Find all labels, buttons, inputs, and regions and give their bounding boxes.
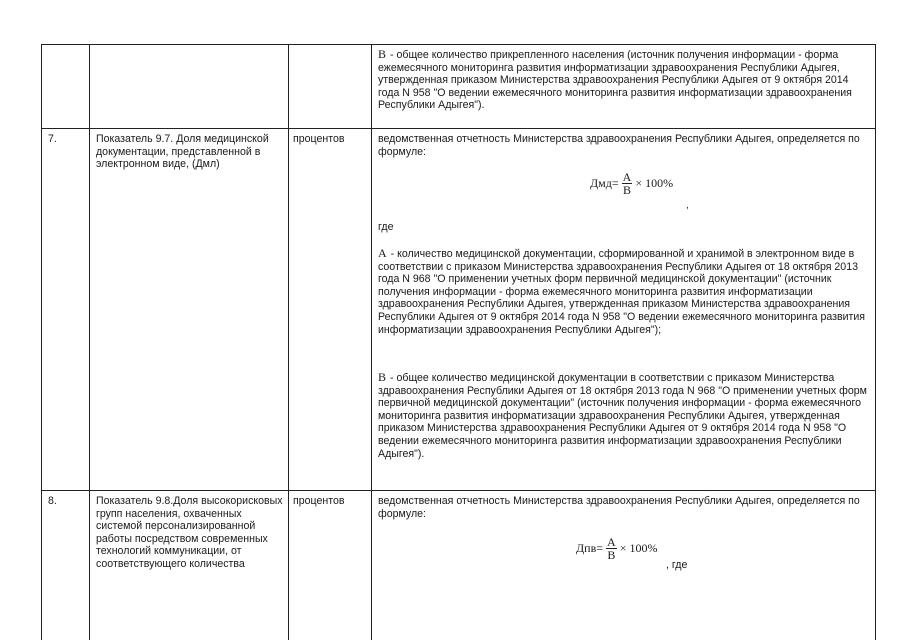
row-7-indicator-name: Показатель 9.7. Доля медицинской документации, представленной в электронном виде, (Дмл) [96, 133, 269, 171]
formula-trailing-text: , где [666, 559, 688, 571]
formula-trailing-mark: , [686, 200, 689, 211]
row-continuation-description [378, 48, 868, 112]
variable-b: B [378, 370, 387, 384]
row-divider [41, 490, 876, 491]
column-divider [288, 44, 289, 640]
formula-numerator: A [607, 535, 616, 549]
formula-lhs: Дпв= [576, 541, 604, 555]
variable-a: A [378, 246, 387, 260]
formula-fraction [606, 536, 617, 561]
formula-numerator: A [622, 170, 632, 184]
row-7-formula [590, 171, 673, 196]
formula-rhs: × 100% [619, 541, 658, 555]
indicator-table [41, 44, 876, 640]
row-7-number: 7. [48, 133, 57, 145]
row-7-where: где [378, 221, 394, 233]
variable-b-definition: - общее количество прикрепленного населения (источник получения информации - форма ежемесячного мониторинга развития информатизации здравоохранения Республики Адыгея, утвержденная приказом Министерства здравоохранения Республики Адыгея от 9 октября 2014 года N 958 "О ведении ежемесячного мониторинга развития информатизации здравоохранения Республики Адыгея"). [378, 49, 852, 112]
row-8-unit: процентов [293, 495, 345, 507]
table-border-left [41, 44, 42, 640]
variable-b-text: - общее количество медицинской документации в соответствии с приказом Министерства здравоохранения Республики Адыгея от 18 октября 2013 года N 968 "О применении учетных форм первичной медицинской документации" (источник получения информации - форма ежемесячного мониторинга развития информатизации здравоохранения Республики Адыгея, утвержденная приказом Министерства здравоохранения Республики Адыгея от 9 октября 2014 года N 958 "О ведении ежемесячного мониторинга развития информатизации здравоохранения Республики Адыгея"). [378, 372, 867, 460]
formula-denominator: B [622, 183, 631, 197]
column-divider [89, 44, 90, 640]
row-7-variable-a-definition [378, 247, 868, 336]
row-8-indicator-name: Показатель 9.8.Доля высокорисковых групп населения, охваченных системой персонализированной работы посредством современных технологий коммуникации, от соответствующего количества [96, 495, 283, 570]
formula-denominator: B [607, 548, 616, 562]
row-8-intro: ведомственная отчетность Министерства здравоохранения Республики Адыгея, определяется по формуле: [378, 495, 860, 520]
row-8-formula [576, 536, 657, 561]
column-divider [371, 44, 372, 640]
formula-rhs: × 100% [635, 176, 674, 190]
variable-a-text: - количество медицинской документации, сформированной и хранимой в электронном виде в соответствии с приказом Министерства здравоохранения Республики Адыгея от 18 октября 2013 года N 968 "О применении учетных форм первичной медицинской документации" (источник получения информации - форма ежемесячного мониторинга развития информатизации здравоохранения Республики Адыгея, утвержденная приказом Министерства здравоохранения Республики Адыгея от 9 октября 2014 года N 958 "О ведении ежемесячного мониторинга развития информатизации здравоохранения Республики Адыгея"); [378, 248, 866, 336]
formula-lhs: Дмд= [590, 176, 619, 190]
row-7-variable-b-definition [378, 371, 868, 460]
table-border-right [875, 44, 876, 640]
row-7-unit: процентов [293, 133, 345, 145]
table-border-top [41, 44, 876, 45]
row-divider [41, 128, 876, 129]
row-7-intro: ведомственная отчетность Министерства здравоохранения Республики Адыгея, определяется по формуле: [378, 133, 860, 158]
variable-b: B [378, 47, 387, 61]
row-8-number: 8. [48, 495, 57, 507]
formula-fraction [622, 171, 633, 196]
